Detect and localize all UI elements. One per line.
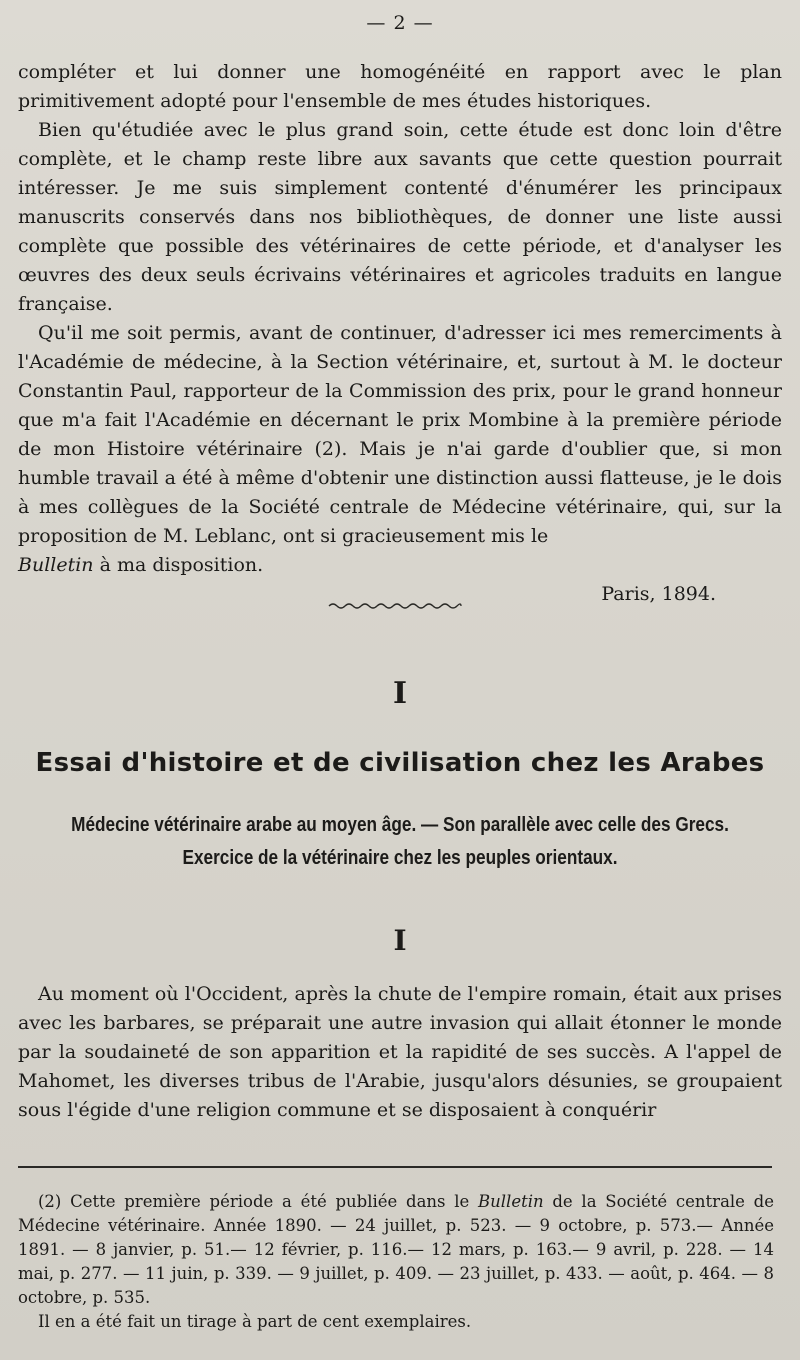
preface-paragraph-1: compléter et lui donner une homogénéité en rapport avec le plan primitivement adopté pour l'ensemble de mes études historiques. [18, 61, 782, 112]
footnote-note: Il en a été fait un tirage à part de cent exemplaires. [38, 1312, 472, 1331]
body-paragraph: Au moment où l'Occident, après la chute de l'empire romain, était aux prises avec les barbares, se préparait une autre invasion qui allait étonner le monde par la soudaineté de son apparition et la rapidité de ses succès. A l'appel de Mahomet, les diverses tribus de l'Arabie, jusqu'alors désunies, se groupaient sous l'égide d'une religion commune et se disposaient à conquérir [18, 983, 782, 1121]
part-roman-numeral: I [392, 676, 408, 711]
preface-paragraph-3-text: Qu'il me soit permis, avant de continuer, d'adresser ici mes remerciments à l'Académie de médecine, à la Section vétérinaire, et, surtout à M. le docteur Constantin Paul, rapporteur de la Commission des prix, pour le grand honneur que m'a fait l'Académie en décernant le prix Mombine à la première période de mon Histoire vétérinaire (2). Mais je n'ai garde d'oublier que, si mon humble travail a été à même d'obtenir une distinction aussi flatteuse, je le dois à mes collègues de la Société centrale de Médecine vétérinaire, qui, sur la proposition de M. Leblanc, ont si gracieusement mis le [18, 322, 782, 547]
footnote-start: (2) Cette première période a été publiée dans le [38, 1192, 479, 1211]
section-roman-numeral: I [393, 924, 407, 957]
bulletin-italic: Bulletin [18, 554, 94, 576]
signature-date: Paris, 1894. [601, 583, 716, 605]
page-number: — 2 — [366, 12, 434, 34]
footnote-paragraph [18, 1190, 774, 1310]
chapter-subtitle-line-2: Exercice de la vétérinaire chez les peuples orientaux. [182, 847, 618, 869]
chapter-body [18, 980, 782, 1125]
footnote-rule [18, 1166, 772, 1168]
preface-paragraph-3 [18, 319, 782, 580]
preface-paragraph-3-end: à ma disposition. [93, 554, 264, 576]
footnote [18, 1190, 774, 1334]
preface-text [18, 58, 782, 609]
footnote-bulletin-italic: Bulletin [478, 1192, 544, 1211]
wavy-ornament-divider [327, 598, 463, 612]
preface-paragraph-2: Bien qu'étudiée avec le plus grand soin, cette étude est donc loin d'être complète, et le champ reste libre aux savants que cette question pourrait intéresser. Je me suis simplement contenté d'énumérer les principaux manuscrits conservés dans nos bibliothèques, de donner une liste aussi complète que possible des vétérinaires de cette période, et d'analyser les œuvres des deux seuls écrivains vétérinaires et agricoles traduits en langue française. [18, 119, 782, 315]
chapter-title: Essai d'histoire et de civilisation chez les Arabes [35, 748, 765, 778]
chapter-subtitle-line-1: Médecine vétérinaire arabe au moyen âge. — Son parallèle avec celle des Grecs. [71, 814, 729, 836]
footnote-rest: de la Société centrale de Médecine vétérinaire. Année 1890. — 24 juillet, p. 523. — 9 octobre, p. 573.— Année 1891. — 8 janvier, p. 51.— 12 février, p. 116.— 12 mars, p. 163.— 9 avril, p. 228. — 14 mai, p. 277. — 11 juin, p. 339. — 9 juillet, p. 409. — 23 juillet, p. 433. — août, p. 464. — 8 octobre, p. 535. [18, 1192, 774, 1307]
